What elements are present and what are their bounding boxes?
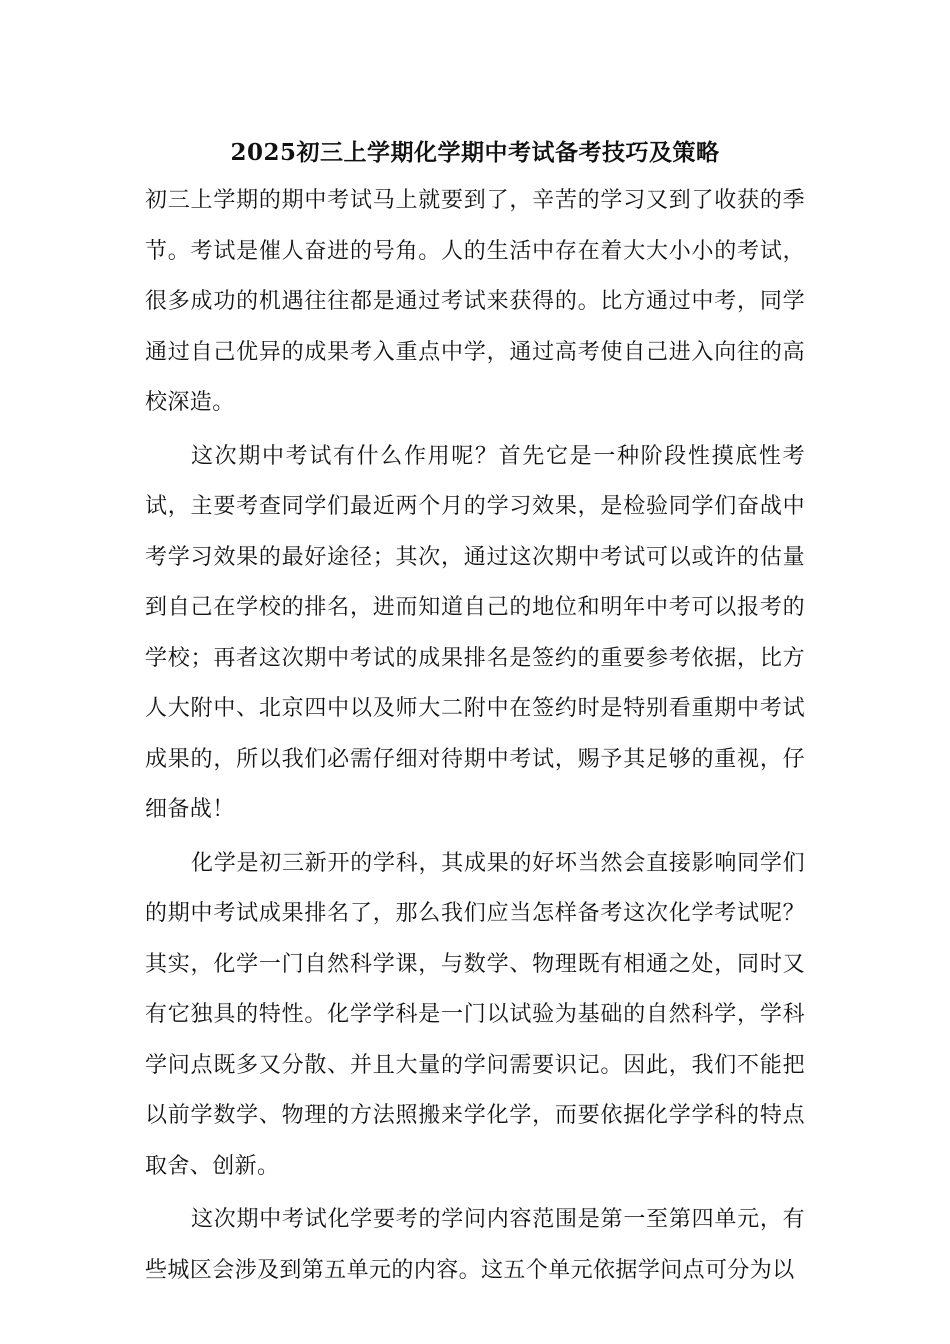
- paragraph-chemistry: 化学是初三新开的学科，其成果的好坏当然会直接影响同学们的期中考试成果排名了，那么我们应当怎样备考这次化学考试呢？其实，化学一门自然科学课，与数学、物理既有相通之处，同时又有它独具的特性。化学学科是一门以试验为基础的自然科学，学科学问点既多又分散、并且大量的学问需要识记。因此，我们不能把以前学数学、物理的方法照搬来学化学，而要依据化学学科的特点取舍、创新。: [145, 850, 805, 1179]
- paragraph-intro: 初三上学期的期中考试马上就要到了，辛苦的学习又到了收获的季节。考试是催人奋进的号角。人的生活中存在着大大小小的考试，很多成功的机遇往往都是通过考试来获得的。比方通过中考，同学通过自己优异的成果考入重点中学，通过高考使自己进入向往的高校深造。: [145, 188, 805, 415]
- paragraph-scope: 这次期中考试化学要考的学问内容范围是第一至第四单元，有些城区会涉及到第五单元的内容。这五个单元依据学问点可分为以: [145, 1207, 805, 1283]
- paragraph-purpose: 这次期中考试有什么作用呢？首先它是一种阶段性摸底性考试，主要考查同学们最近两个月的学习效果，是检验同学们奋战中考学习效果的最好途径；其次，通过这次期中考试可以或许的估量到自己在学校的排名，进而知道自己的地位和明年中考可以报考的学校；再者这次期中考试的成果排名是签约的重要参考依据，比方人大附中、北京四中以及师大二附中在签约时是特别看重期中考试成果的，所以我们必需仔细对待期中考试，赐予其足够的重视，仔细备战！: [145, 443, 805, 822]
- document-title: 2025初三上学期化学期中考试备考技巧及策略: [230, 139, 720, 166]
- document-body: [145, 176, 805, 1299]
